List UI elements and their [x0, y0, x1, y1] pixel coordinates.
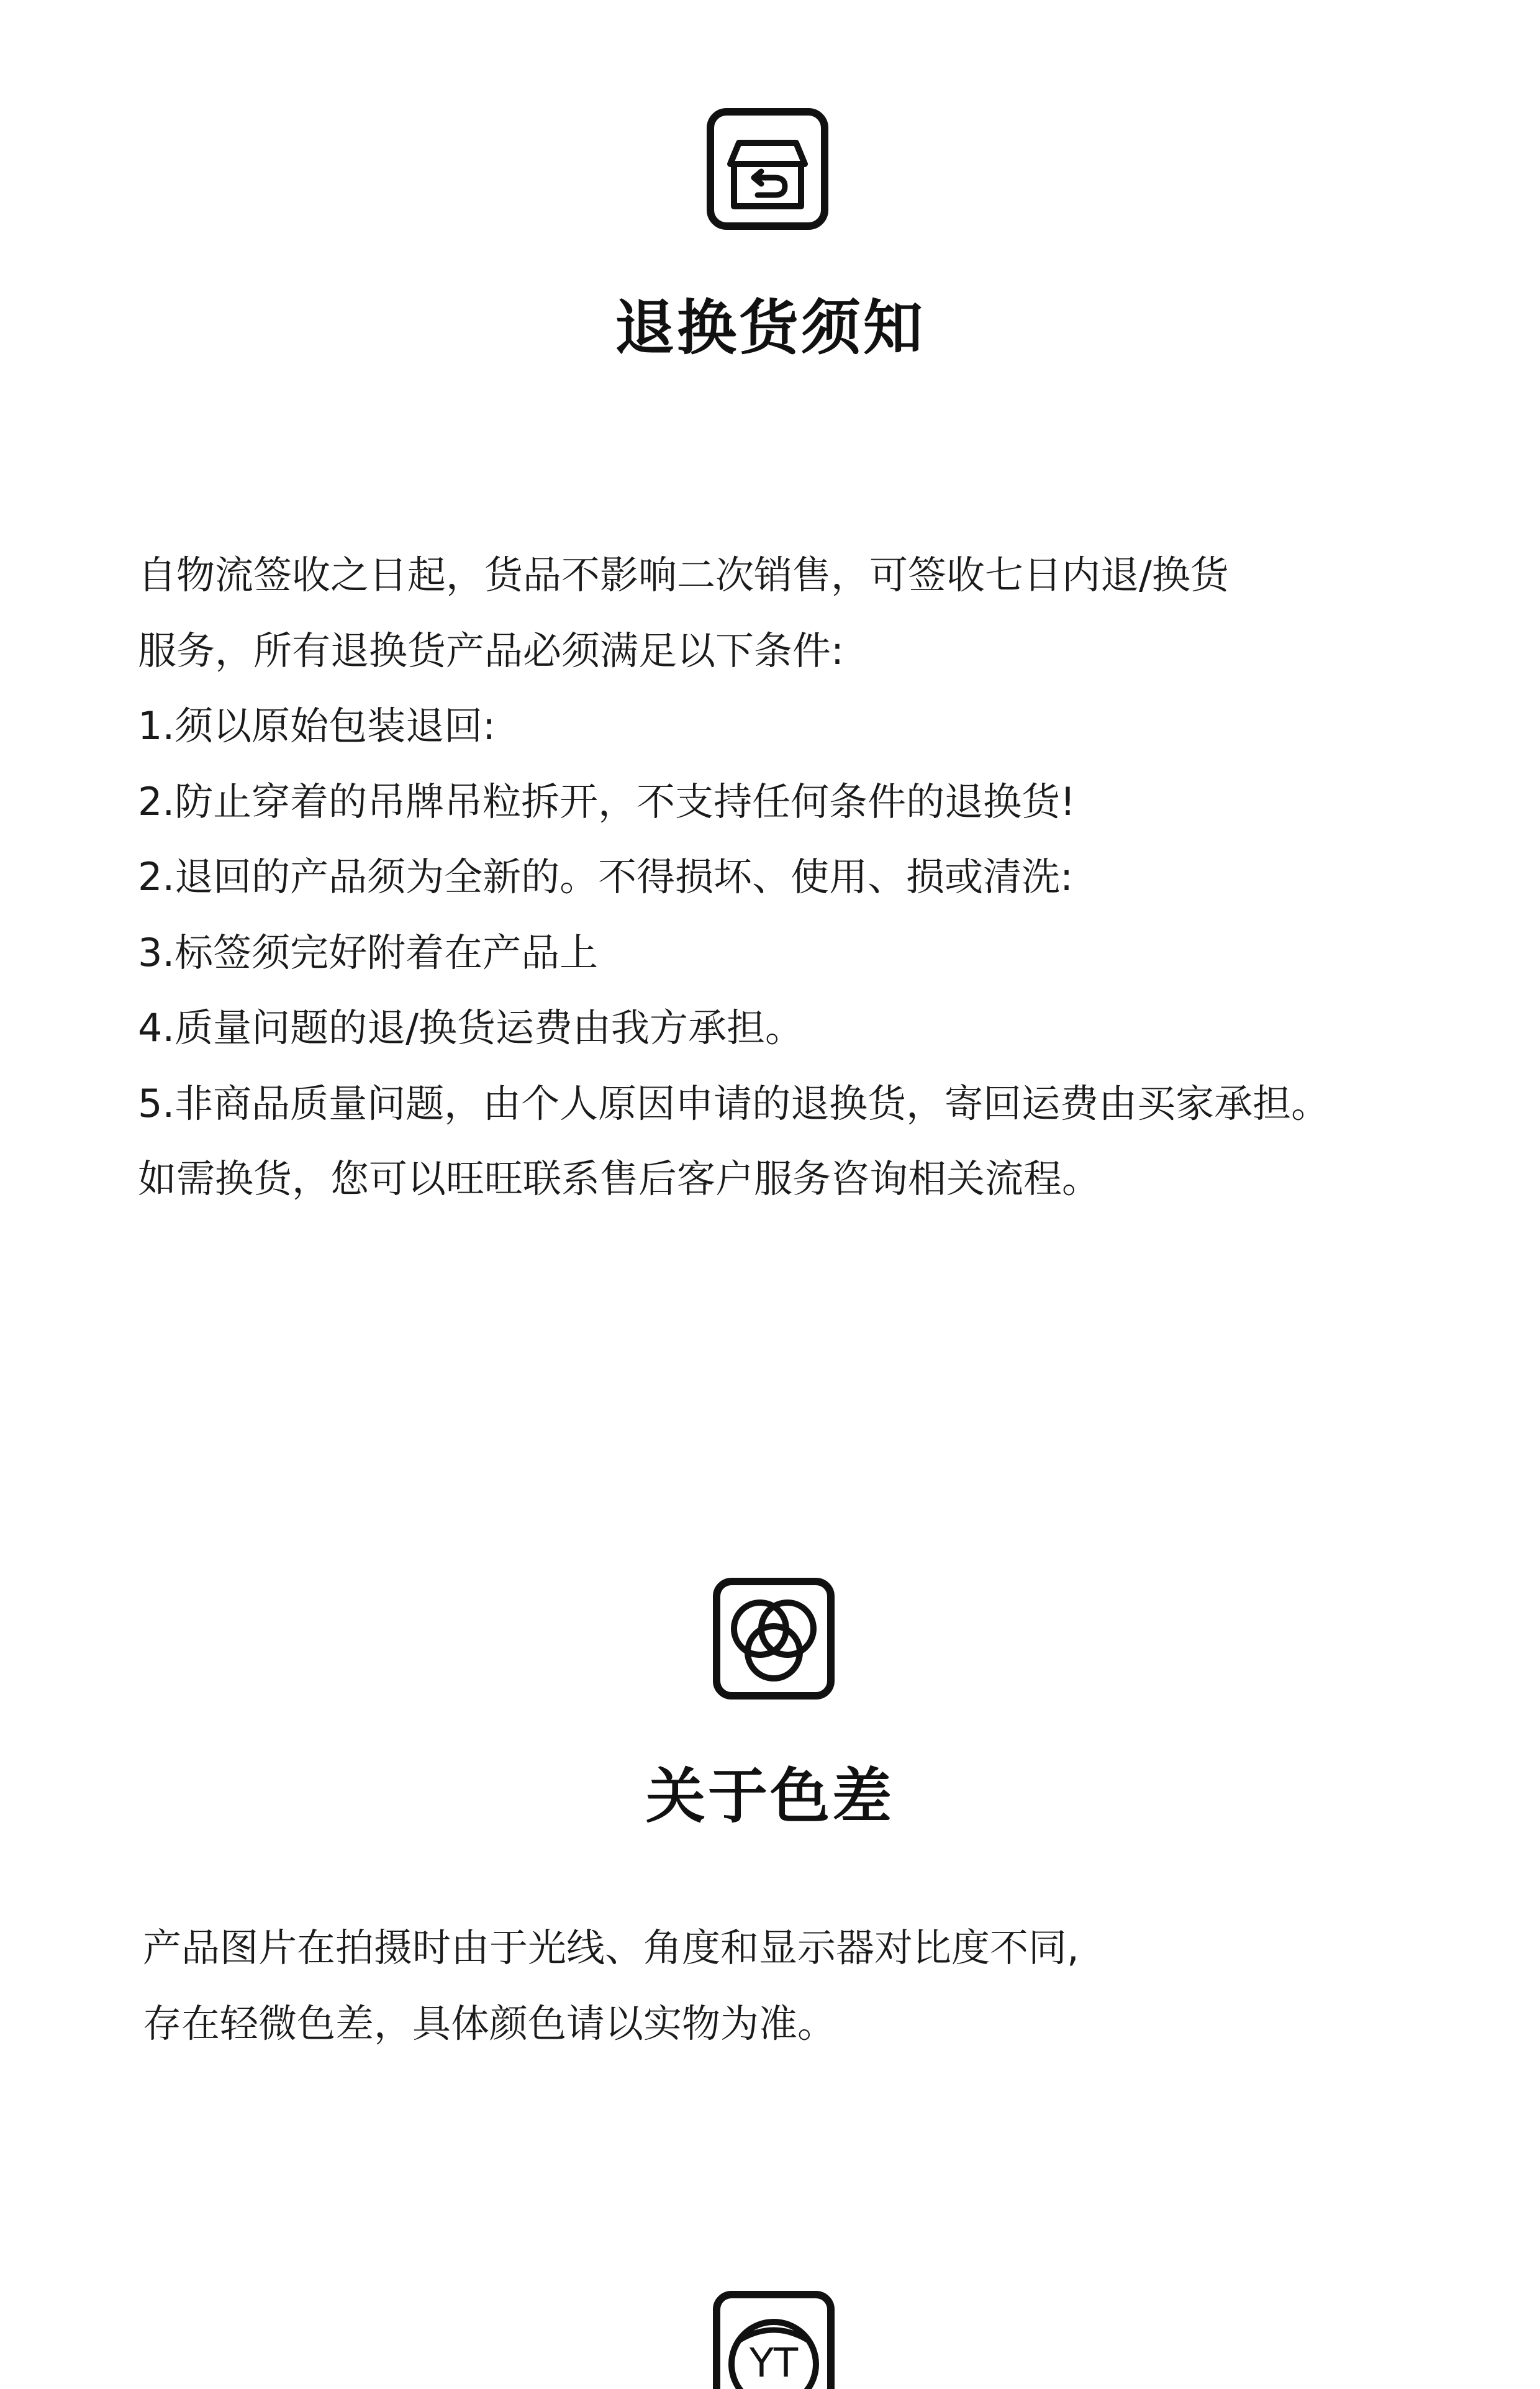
returns-line: 自物流签收之日起，货品不影响二次销售，可签收七日内退/换货: [138, 552, 1229, 598]
color-diff-body: [143, 1910, 1534, 2061]
returns-line: 4.质量问题的退/换货运费由我方承担。: [138, 1005, 804, 1050]
returns-line: 服务，所有退换货产品必须满足以下条件:: [138, 627, 844, 673]
returns-body: [138, 537, 1529, 1217]
yt-logo-text: YT: [749, 2341, 799, 2387]
returns-line: 2.退回的产品须为全新的。不得损坏、使用、损或清洗:: [138, 854, 1074, 899]
returns-line: 5.非商品质量问题，由个人原因申请的退换货，寄回运费由买家承担。: [138, 1080, 1330, 1126]
color-diff-title: 关于色差: [646, 1762, 894, 1831]
yt-logo-icon: [712, 2290, 836, 2389]
returns-line: 3.标签须完好附着在产品上: [138, 929, 599, 975]
color-diff-line: 产品图片在拍摄时由于光线、角度和显示器对比度不同,: [143, 1925, 1079, 1970]
returns-line: 1.须以原始包装退回:: [138, 703, 496, 749]
color-diff-line: 存在轻微色差，具体颜色请以实物为准。: [143, 2000, 836, 2046]
color-circles-icon: [712, 1577, 836, 1701]
returns-line: 2.防止穿着的吊牌吊粒拆开，不支持任何条件的退换货!: [138, 778, 1076, 824]
returns-title: 退换货须知: [615, 293, 925, 363]
returns-line: 如需换货，您可以旺旺联系售后客户服务咨询相关流程。: [138, 1156, 1101, 1201]
return-box-icon: [705, 107, 830, 231]
